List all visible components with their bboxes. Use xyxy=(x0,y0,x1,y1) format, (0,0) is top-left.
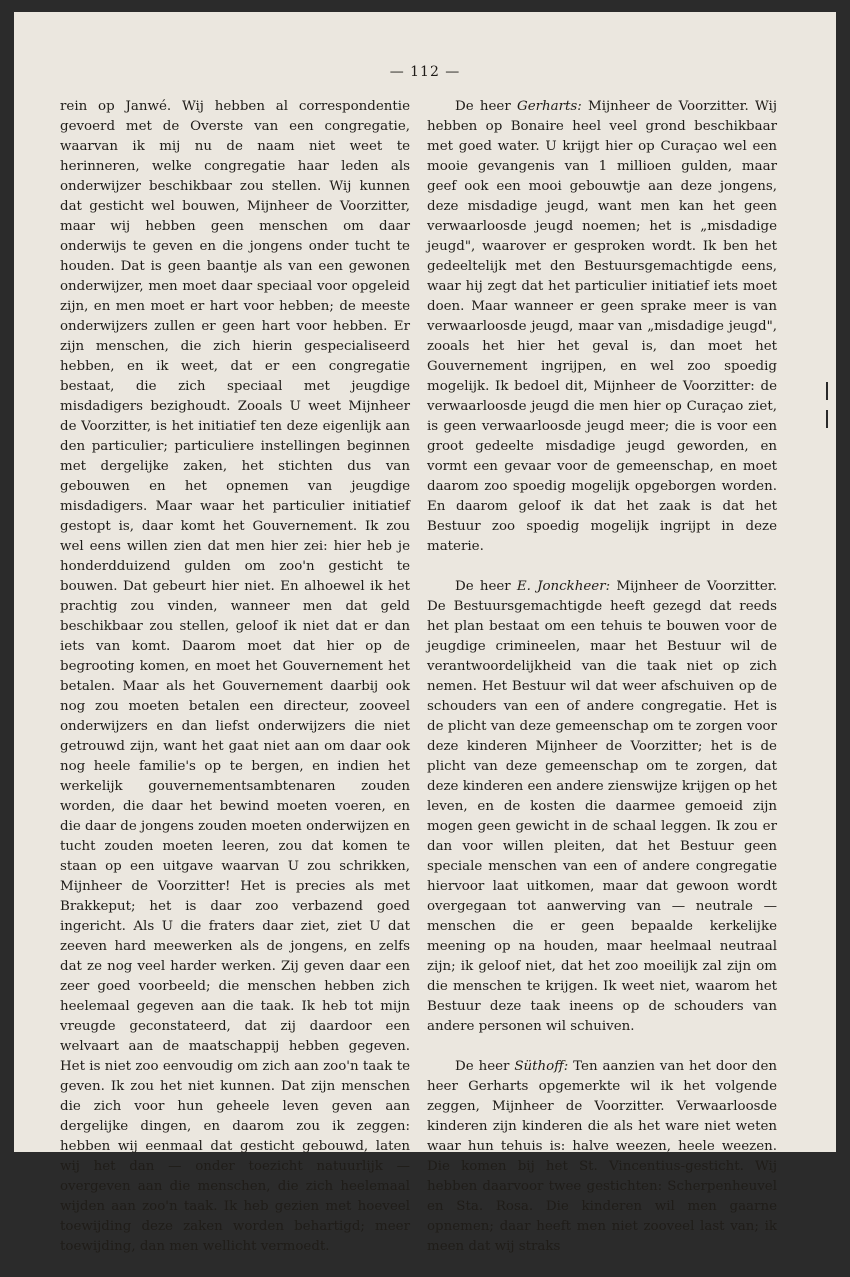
speech-text: Mijnheer de Voorzitter. De Bestuursgemachtigde heeft gezegd dat reeds het plan bestaat om een tehuis te bouwen voor de jeugdige crimineelen, maar het Bestuur wil de verantwoordelijkheid van die taak niet op zich nemen. Het Bestuur wil dat weer afschuiven op de schouders van een of andere congregatie. Het is de plicht van deze gemeenschap om te zorgen voor deze kinderen Mijnheer de Voorzitter; het is de plicht van deze gemeenschap om te zorgen, dat deze kinderen een andere zienswijze krijgen op het leven, en de kosten die daarmee gemoeid zijn mogen geen gewicht in de schaal leggen. Ik zou er dan voor willen pleiten, dat het Bestuur geen speciale menschen van een of andere congregatie hiervoor laat uitkomen, maar dat gewoon wordt overgegaan tot aanwerving van — neutrale — menschen die er geen bepaalde kerkelijke meening op na houden, maar heelmaal neutraal zijn; ik geloof niet, dat het zoo moeilijk zal zijn om die menschen te krijgen. Ik weet niet, waarom het Bestuur deze taak ineens op de schouders van andere personen wil schuiven. xyxy=(427,579,777,1034)
speaker-name: E. Jonckheer: xyxy=(516,579,611,594)
speech-text: Ten aanzien van het door den heer Gerharts opgemerkte wil ik het volgende zeggen, Mijnheer de Voorzitter. Verwaarloosde kinderen zijn kinderen die als het ware niet weten waar hun tehuis is: halve weezen, heele weezen. Die komen bij het St. Vincentius-gesticht. Wij hebben daarvoor twee gestichten: Scherpenheuvel en Sta. Rosa. Die kinderen wil men gaarne opnemen; daar heeft men niet zooveel last van; ik meen dat wij straks xyxy=(427,1059,777,1254)
speech-paragraph-gerharts xyxy=(427,97,777,557)
speech-paragraph-jonckheer xyxy=(427,577,777,1037)
speech-text: Mijnheer de Voorzitter. Wij hebben op Bonaire heel veel grond beschikbaar met goed water. U krijgt hier op Curaçao wel een mooie gevangenis van 1 millioen gulden, maar geef ook een mooi gebouwtje aan deze jongens, deze misdadige jeugd, want men kan het geen verwaarloosde jeugd noemen; het is „misdadige jeugd", waarover er gesproken wordt. Ik ben het gedeeltelijk met den Bestuursgemachtigde eens, waar hij zegt dat het particulier initiatief iets moet doen. Maar wanneer er geen sprake meer is van verwaarloosde jeugd, maar van „misdadige jeugd", zooals het hier het geval is, dan moet het Gouvernement ingrijpen, en wel zoo spoedig mogelijk. Ik bedoel dit, Mijnheer de Voorzitter: de verwaarloosde jeugd die men hier op Curaçao ziet, is geen verwaarloosde jeugd meer; die is voor een groot gedeelte misdadige jeugd geworden, en vormt een gevaar voor de gemeenschap, en moet daarom zoo spoedig mogelijk opgeborgen worden. En daarom geloof ik dat het zaak is dat het Bestuur zoo spoedig mogelijk ingrijpt in deze materie. xyxy=(427,99,777,554)
left-column-text: rein op Janwé. Wij hebben al correspondentie gevoerd met de Overste van een congregatie, waarvan ik mij nu de naam niet weet te herinneren, welke congregatie haar leden als onderwijzer beschikbaar zou stellen. Wij kunnen dat gesticht wel bouwen, Mijnheer de Voorzitter, maar wij hebben geen menschen om daar onderwijs te geven en die jongens onder tucht te houden. Dat is geen baantje als van een gewonen onderwijzer, men moet daar speciaal voor opgeleid zijn, en men moet er hart voor hebben; de meeste onderwijzers zullen er geen hart voor hebben. Er zijn menschen, die zich hierin gespecialiseerd hebben, en ik weet, dat er een congregatie bestaat, die zich speciaal met jeugdige misdadigers bezighoudt. Zooals U weet Mijnheer de Voorzitter, is het initiatief ten deze eigenlijk aan den particulier; particuliere instellingen beginnen met dergelijke zaken, het stichten dus van gebouwen en het opnemen van jeugdige misdadigers. Maar waar het particulier initiatief gestopt is, daar komt het Gouvernement. Ik zou wel eens willen zien dat men hier zei: hier heb je honderdduizend gulden om zoo'n gesticht te bouwen. Dat gebeurt hier niet. En alhoewel ik het prachtig zou vinden, wanneer men dat geld beschikbaar zou stellen, geloof ik niet dat er dan iets van komt. Daarom moet dat hier op de begrooting komen, en moet het Gouvernement het betalen. Maar als het Gouvernement daarbij ook nog zou moeten betalen een directeur, zooveel onderwijzers en dan liefst onderwijzers die niet getrouwd zijn, want het gaat niet aan om daar ook nog heele familie's op te bergen, en indien het werkelijk gouvernementsambtenaren zouden worden, die daar het bewind moeten voeren, en die daar de jongens zouden moeten onderwijzen en tucht zouden moeten leeren, zou dat komen te staan op een uitgave waarvan U zou schrikken, Mijnheer de Voorzitter! Het is precies als met Brakkeput; het is daar zoo verbazend goed ingericht. Als U die fraters daar ziet, ziet U dat zeeven hard meewerken als de jongens, en zelfs dat ze nog veel harder werken. Zij geven daar een zeer goed voorbeeld; die menschen hebben zich heelemaal gegeven aan die taak. Ik heb tot mijn vreugde geconstateerd, dat zij daardoor een welvaart aan de maatschappij hebben gegeven. Het is niet zoo eenvoudig om zich aan zoo'n taak te geven. Ik zou het niet kunnen. Dat zijn menschen die zich voor hun geheele leven geven aan dergelijke dingen, en daarom zou ik zeggen: hebben wij eenmaal dat gesticht gebouwd, laten wij het dan — onder toezicht natuurlijk — overgeven aan die menschen, die zich heelemaal wijden aan zoo'n taak. Ik heb gezien met hoeveel toewijding deze zaken worden behartigd; meer toewijding, dan men wellicht vermoedt. xyxy=(60,99,410,1254)
speech-paragraph-suthoff xyxy=(427,1057,777,1257)
speaker-name: Süthoff: xyxy=(514,1059,569,1074)
speech-prefix: De heer xyxy=(455,579,517,594)
margin-mark xyxy=(826,410,828,428)
speech-prefix: De heer xyxy=(455,99,517,114)
speaker-name: Gerharts: xyxy=(517,99,582,114)
document-page xyxy=(14,12,836,1254)
margin-mark xyxy=(826,382,828,400)
left-column xyxy=(60,97,410,1277)
margin-pencil-marks xyxy=(826,382,828,432)
page-number: — 112 — xyxy=(389,64,461,80)
right-column xyxy=(427,97,777,1277)
speech-prefix: De heer xyxy=(455,1059,515,1074)
